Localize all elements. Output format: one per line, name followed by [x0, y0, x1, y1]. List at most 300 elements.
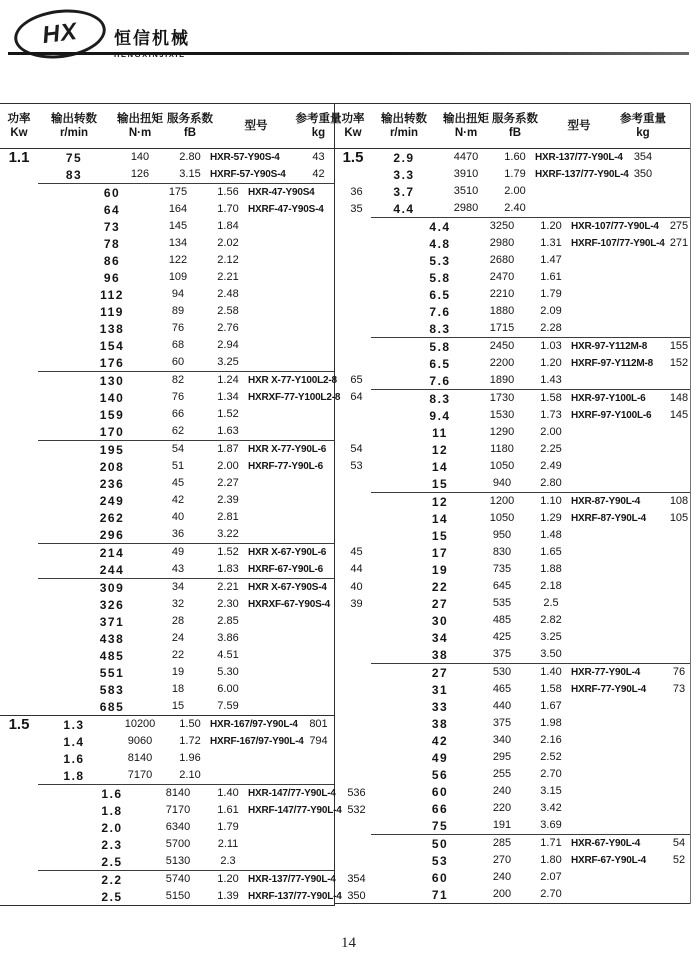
model-group [38, 870, 366, 905]
cell-power: 1.5 [342, 149, 364, 166]
cell-torque: 200 [492, 888, 512, 900]
cell-speed: 159 [99, 407, 125, 422]
cell-torque: 45 [171, 477, 185, 489]
cell-service: 2.48 [217, 288, 239, 300]
table-row [371, 749, 690, 766]
cell-service: 1.10 [540, 495, 562, 507]
cell-service: 1.84 [217, 220, 239, 232]
cell-speed: 4.4 [429, 219, 451, 234]
col-header-model [535, 112, 623, 141]
cell-service: 1.56 [217, 186, 239, 198]
spec-tables [0, 103, 697, 906]
table-row [371, 578, 690, 595]
table-row [371, 561, 690, 578]
table-row [38, 389, 363, 406]
cell-speed: 249 [99, 493, 125, 508]
cell-speed: 38 [431, 716, 449, 731]
model-group [371, 663, 690, 834]
cell-speed: 1.4 [63, 734, 85, 749]
cell-torque: 255 [492, 768, 512, 780]
cell-service: 2.28 [540, 322, 562, 334]
cell-service: 3.50 [540, 648, 562, 660]
cell-speed: 86 [103, 253, 121, 268]
cell-weight: 271 [669, 237, 689, 249]
cell-speed: 83 [65, 167, 83, 182]
cell-speed: 170 [99, 424, 125, 439]
col-header-weight-cn: 参考重量 [295, 112, 342, 125]
cell-speed: 8.3 [429, 391, 451, 406]
cell-speed: 1.8 [101, 803, 123, 818]
model-group [38, 578, 363, 715]
cell-torque: 126 [130, 168, 150, 180]
cell-speed: 12 [431, 494, 449, 509]
cell-torque: 43 [171, 563, 185, 575]
cell-torque: 89 [171, 305, 185, 317]
table-row [38, 320, 334, 337]
model-group [371, 389, 690, 492]
table-row [371, 320, 690, 337]
model-group [38, 543, 363, 578]
cell-model: HXRF-147/77-Y90L-4 [248, 804, 342, 816]
cell-power: 1.5 [8, 716, 30, 733]
cell-service: 2.00 [504, 185, 526, 197]
table-row [371, 595, 690, 612]
col-header-service-cn: 服务系数 [492, 112, 538, 125]
cell-torque: 5130 [165, 855, 191, 867]
model-group [371, 217, 690, 337]
cell-weight: 64 [350, 391, 363, 403]
cell-torque: 2470 [489, 271, 515, 283]
cell-model: HXR-107/77-Y90L-4 [571, 220, 659, 232]
cell-torque: 76 [171, 391, 185, 403]
model-group [335, 149, 690, 217]
table-row [371, 390, 690, 407]
cell-speed: 8.3 [429, 321, 451, 336]
cell-service: 1.50 [179, 718, 201, 730]
cell-speed: 1.6 [63, 751, 85, 766]
table-row [371, 715, 690, 732]
cell-model: HXR-137/77-Y90L-4 [535, 151, 623, 163]
cell-speed: 485 [99, 648, 125, 663]
cell-torque: 2680 [489, 254, 515, 266]
cell-torque: 2980 [489, 237, 515, 249]
cell-service: 1.79 [504, 168, 526, 180]
cell-weight: 354 [347, 873, 366, 885]
cell-service: 1.71 [540, 837, 562, 849]
cell-speed: 2.0 [101, 820, 123, 835]
table-row [371, 664, 690, 681]
table-row [371, 646, 690, 663]
cell-torque: 830 [492, 546, 512, 558]
cell-service: 1.70 [217, 203, 239, 215]
cell-speed: 56 [431, 767, 449, 782]
cell-torque: 19 [171, 666, 185, 678]
cell-model: HXR-97-Y112M-8 [571, 340, 648, 352]
cell-model: HXR-57-Y90S-4 [210, 151, 280, 163]
table-row [38, 372, 363, 389]
table-row [38, 888, 366, 905]
cell-model: HXR-137/77-Y90L-4 [248, 873, 336, 885]
cell-service: 2.85 [217, 615, 239, 627]
cell-service: 2.80 [179, 151, 201, 163]
cell-weight: 54 [350, 443, 363, 455]
cell-speed: 78 [103, 236, 121, 251]
cell-service: 2.40 [504, 202, 526, 214]
col-header-power [0, 112, 38, 141]
table-row [38, 423, 334, 440]
cell-service: 2.52 [540, 751, 562, 763]
cell-speed: 262 [99, 510, 125, 525]
table-body-left [0, 149, 366, 906]
cell-service: 3.25 [217, 356, 239, 368]
cell-weight: 536 [347, 787, 366, 799]
cell-model: HXR-67-Y90L-4 [571, 837, 641, 849]
cell-speed: 236 [99, 476, 125, 491]
col-header-speed-cn: 输出转数 [381, 112, 427, 125]
cell-speed: 19 [431, 562, 449, 577]
cell-torque: 270 [492, 854, 512, 866]
cell-service: 2.5 [543, 597, 559, 609]
table-row [371, 817, 690, 834]
col-header-service [167, 112, 213, 141]
model-group [371, 834, 690, 903]
cell-speed: 2.5 [101, 854, 123, 869]
cell-torque: 76 [171, 322, 185, 334]
table-row [38, 201, 363, 218]
cell-speed: 244 [99, 562, 125, 577]
table-row [38, 579, 363, 596]
table-body-right [335, 149, 690, 904]
table-row [38, 785, 366, 802]
table-row [371, 338, 690, 355]
cell-speed: 30 [431, 613, 449, 628]
table-row [371, 218, 690, 235]
cell-torque: 5150 [165, 890, 191, 902]
cell-weight: 155 [669, 340, 689, 352]
cell-service: 1.98 [540, 717, 562, 729]
cell-torque: 9060 [127, 735, 153, 747]
table-row [38, 664, 334, 681]
table-row [335, 183, 690, 200]
table-row [38, 871, 366, 888]
cell-speed: 176 [99, 355, 125, 370]
cell-model: HXR-97-Y100L-6 [571, 392, 646, 404]
cell-torque: 49 [171, 546, 185, 558]
table-row [371, 629, 690, 646]
table-row [371, 869, 690, 886]
power-section [0, 149, 363, 715]
cell-weight: 54 [672, 837, 686, 849]
cell-weight: 532 [347, 804, 366, 816]
cell-torque: 3250 [489, 220, 515, 232]
cell-speed: 66 [431, 801, 449, 816]
cell-service: 1.96 [179, 752, 201, 764]
cell-torque: 68 [171, 339, 185, 351]
table-row [371, 681, 690, 698]
cell-service: 1.65 [540, 546, 562, 558]
table-row [38, 184, 363, 201]
cell-torque: 15 [171, 700, 185, 712]
cell-model: HXRF-77-Y90L-4 [571, 683, 646, 695]
table-row [38, 836, 334, 853]
cell-speed: 33 [431, 699, 449, 714]
cell-speed: 60 [431, 870, 449, 885]
cell-speed: 53 [431, 853, 449, 868]
cell-service: 1.03 [540, 340, 562, 352]
cell-speed: 296 [99, 527, 125, 542]
table-row [371, 783, 690, 800]
cell-weight: 794 [309, 735, 328, 747]
col-header-torque-unit: N·m [128, 127, 152, 139]
table-row [38, 492, 334, 509]
cell-torque: 1200 [489, 495, 515, 507]
cell-torque: 40 [171, 511, 185, 523]
cell-weight: 105 [669, 512, 689, 524]
cell-weight: 801 [309, 718, 328, 730]
cell-model: HXRF-97-Y100L-6 [571, 409, 652, 421]
cell-power: 1.1 [8, 149, 30, 166]
cell-speed: 75 [65, 150, 83, 165]
cell-torque: 340 [492, 734, 512, 746]
cell-torque: 1530 [489, 409, 515, 421]
table-row [38, 406, 334, 423]
cell-speed: 5.8 [429, 270, 451, 285]
table-row [371, 698, 690, 715]
model-group [371, 337, 690, 389]
cell-torque: 82 [171, 374, 185, 386]
table-row [38, 337, 334, 354]
cell-torque: 2450 [489, 340, 515, 352]
cell-model: HXR X-77-Y100L2-8 [248, 374, 337, 386]
cell-service: 3.69 [540, 819, 562, 831]
col-header-weight [295, 112, 342, 141]
cell-service: 2.30 [217, 598, 239, 610]
cell-torque: 285 [492, 837, 512, 849]
col-header-torque [110, 112, 170, 141]
logo-monogram: HX [40, 17, 80, 50]
cell-torque: 94 [171, 288, 185, 300]
table-row [371, 458, 690, 475]
table-header-right [335, 103, 690, 149]
cell-service: 1.58 [540, 392, 562, 404]
cell-torque: 8140 [165, 787, 191, 799]
cell-speed: 96 [103, 270, 121, 285]
table-header-left [0, 103, 342, 149]
cell-torque: 54 [171, 443, 185, 455]
cell-model: HXRF-67-Y90L-6 [248, 563, 323, 575]
col-header-torque-unit: N·m [454, 127, 478, 139]
cell-torque: 535 [492, 597, 512, 609]
cell-torque: 60 [171, 356, 185, 368]
table-row [38, 544, 363, 561]
table-row [335, 200, 690, 217]
cell-speed: 112 [100, 287, 124, 302]
cell-torque: 22 [171, 649, 185, 661]
cell-torque: 66 [171, 408, 185, 420]
cell-torque: 735 [492, 563, 512, 575]
cell-service: 1.39 [217, 890, 239, 902]
cell-speed: 34 [431, 630, 449, 645]
cell-speed: 75 [431, 818, 449, 833]
cell-torque: 145 [168, 220, 188, 232]
cell-torque: 375 [492, 717, 512, 729]
cell-torque: 7170 [165, 804, 191, 816]
cell-model: HXR-87-Y90L-4 [571, 495, 641, 507]
cell-speed: 1.8 [63, 768, 85, 783]
cell-torque: 295 [492, 751, 512, 763]
table-row [38, 441, 363, 458]
model-group [38, 371, 363, 440]
header-divider [8, 52, 689, 55]
table-row [0, 750, 334, 767]
cell-torque: 4470 [453, 151, 479, 163]
cell-service: 1.63 [217, 425, 239, 437]
cell-model: HXRF-67-Y90L-4 [571, 854, 646, 866]
cell-torque: 24 [171, 632, 185, 644]
cell-weight: 53 [350, 460, 363, 472]
cell-weight: 73 [672, 683, 686, 695]
cell-torque: 2980 [453, 202, 479, 214]
table-row [371, 766, 690, 783]
table-row [38, 561, 363, 578]
table-row [371, 303, 690, 320]
col-header-power-cn: 功率 [7, 112, 31, 125]
col-header-torque-cn: 输出扭矩 [117, 112, 163, 125]
cell-weight: 275 [669, 220, 689, 232]
cell-speed: 22 [431, 579, 449, 594]
cell-torque: 950 [492, 529, 512, 541]
table-row [371, 800, 690, 817]
cell-torque: 1890 [489, 374, 515, 386]
cell-service: 1.20 [540, 357, 562, 369]
cell-torque: 485 [492, 614, 512, 626]
cell-torque: 32 [171, 598, 185, 610]
cell-model: HXRF-47-Y90S-4 [248, 203, 324, 215]
cell-speed: 195 [99, 442, 125, 457]
cell-service: 5.30 [217, 666, 239, 678]
table-row [371, 612, 690, 629]
cell-torque: 28 [171, 615, 185, 627]
cell-service: 2.58 [217, 305, 239, 317]
cell-weight: 354 [633, 151, 653, 163]
table-row [38, 286, 334, 303]
cell-torque: 34 [171, 581, 185, 593]
cell-torque: 140 [130, 151, 150, 163]
cell-weight: 350 [633, 168, 653, 180]
cell-speed: 71 [431, 887, 449, 902]
cell-service: 1.40 [217, 787, 239, 799]
col-header-model-cn: 型号 [244, 119, 268, 132]
cell-speed: 42 [431, 733, 449, 748]
cell-speed: 6.5 [429, 287, 451, 302]
col-header-service [492, 112, 538, 141]
table-row [38, 647, 334, 664]
power-section [335, 149, 690, 903]
cell-weight: 52 [672, 854, 686, 866]
cell-service: 2.82 [540, 614, 562, 626]
cell-speed: 2.3 [101, 837, 123, 852]
table-row [38, 218, 334, 235]
cell-speed: 583 [99, 682, 125, 697]
table-row [371, 732, 690, 749]
cell-service: 2.18 [540, 580, 562, 592]
cell-torque: 7170 [127, 769, 153, 781]
col-header-service-cn: 服务系数 [167, 112, 213, 125]
cell-service: 1.61 [540, 271, 562, 283]
cell-service: 1.79 [540, 288, 562, 300]
cell-service: 1.61 [217, 804, 239, 816]
col-header-weight-unit: kg [311, 127, 326, 139]
cell-torque: 240 [492, 871, 512, 883]
cell-speed: 3.7 [393, 184, 415, 199]
cell-service: 2.09 [540, 305, 562, 317]
cell-torque: 425 [492, 631, 512, 643]
cell-speed: 38 [431, 647, 449, 662]
cell-torque: 1290 [489, 426, 515, 438]
cell-torque: 36 [171, 528, 185, 540]
cell-service: 1.43 [540, 374, 562, 386]
table-row [38, 252, 334, 269]
cell-torque: 1180 [490, 443, 514, 455]
cell-model: HXR X-67-Y90L-6 [248, 546, 327, 558]
cell-speed: 438 [99, 631, 125, 646]
spec-table-left [0, 103, 366, 906]
table-row [335, 149, 690, 166]
cell-torque: 220 [492, 802, 512, 814]
cell-service: 1.72 [179, 735, 201, 747]
cell-torque: 122 [168, 254, 188, 266]
table-row [38, 526, 334, 543]
table-row [371, 269, 690, 286]
col-header-torque-cn: 输出扭矩 [443, 112, 489, 125]
table-row [371, 355, 690, 372]
cell-model: HXRF-167/97-Y90L-4 [210, 735, 304, 747]
cell-speed: 9.4 [429, 408, 451, 423]
table-row [0, 166, 334, 183]
cell-speed: 60 [103, 185, 121, 200]
col-header-speed-unit: r/min [389, 127, 419, 139]
cell-speed: 1.6 [101, 786, 123, 801]
cell-speed: 31 [431, 682, 449, 697]
cell-model: HXRF-107/77-Y90L-4 [571, 237, 665, 249]
cell-service: 3.22 [217, 528, 239, 540]
cell-torque: 62 [171, 425, 185, 437]
cell-service: 3.25 [540, 631, 562, 643]
cell-speed: 7.6 [429, 304, 451, 319]
cell-weight: 44 [350, 563, 363, 575]
page-number: 14 [341, 935, 356, 951]
cell-service: 1.52 [217, 546, 239, 558]
cell-speed: 2.9 [393, 150, 415, 165]
cell-torque: 175 [168, 186, 188, 198]
table-row [38, 354, 334, 371]
cell-speed: 119 [100, 304, 124, 319]
table-row [38, 698, 334, 715]
cell-speed: 60 [431, 784, 449, 799]
cell-speed: 138 [99, 321, 125, 336]
table-row [38, 613, 334, 630]
table-row [38, 802, 366, 819]
cell-torque: 164 [168, 203, 188, 215]
table-row [38, 235, 334, 252]
cell-service: 1.67 [540, 700, 562, 712]
table-row [371, 835, 690, 852]
cell-torque: 1715 [489, 322, 515, 334]
cell-torque: 5740 [165, 873, 191, 885]
cell-service: 2.07 [540, 871, 562, 883]
cell-torque: 240 [492, 785, 512, 797]
cell-service: 1.48 [540, 529, 562, 541]
